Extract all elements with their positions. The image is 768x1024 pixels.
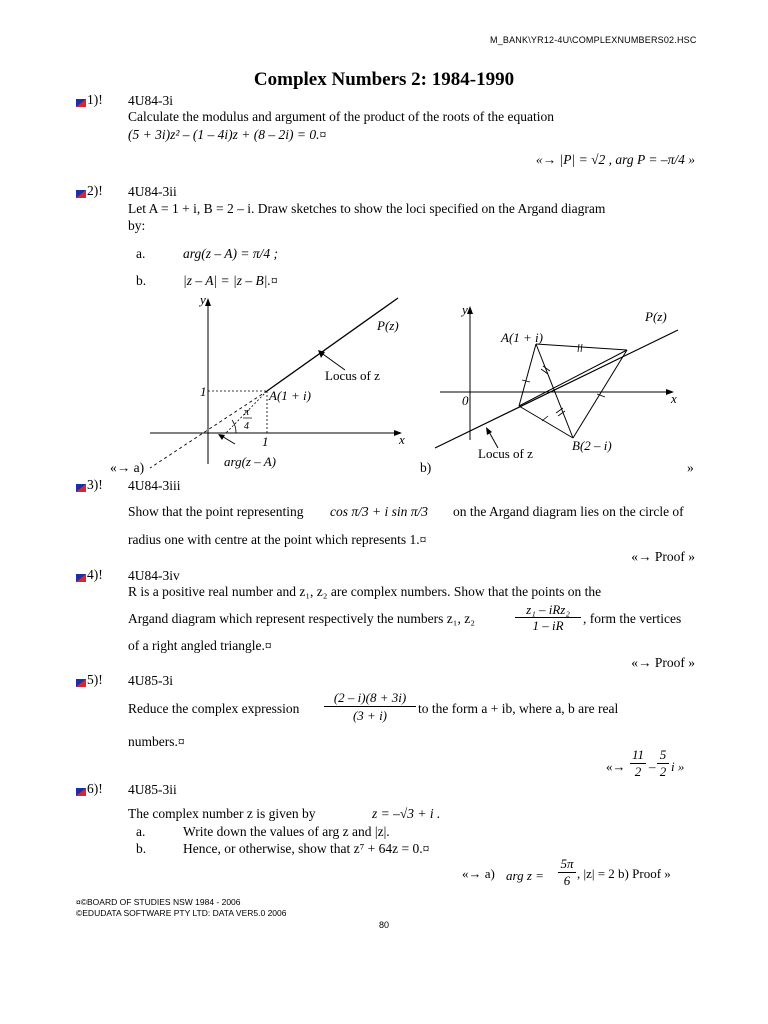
pz-label: P(z): [645, 309, 667, 324]
locus-graph-b: [420, 300, 690, 470]
question-text: Reduce the complex expression: [128, 701, 300, 716]
answer-a: «→ a): [110, 460, 145, 475]
question-number: 5)!: [87, 672, 103, 687]
page-number: 80: [378, 920, 389, 930]
answer: [462, 856, 702, 896]
expression: z = –√3 + i .: [372, 806, 441, 821]
flag-icon: [76, 788, 86, 796]
question-text-line3: of a right angled triangle.¤: [128, 638, 272, 653]
angle-four: 4: [244, 421, 249, 432]
question-text: Show that the point representing: [128, 504, 304, 519]
minus: –: [649, 759, 656, 774]
question-text-line2: radius one with centre at the point which represents 1.¤: [128, 532, 427, 547]
y-tick-one: 1: [200, 384, 207, 399]
page-title: Complex Numbers 2: 1984-1990: [253, 69, 515, 90]
question-code: 4U85-3ii: [128, 782, 177, 797]
question-text: Calculate the modulus and argument of the product of the roots of the equation: [128, 109, 555, 124]
question-number: 4)!: [87, 567, 103, 582]
copyright-line-1: ¤©BOARD OF STUDIES NSW 1984 - 2006: [76, 897, 241, 907]
locus-label: Locus of z: [325, 368, 380, 383]
question-code: 4U85-3i: [128, 673, 173, 688]
locus-graph-a: [140, 292, 410, 477]
question-text-cont: on the Argand diagram lies on the circle of: [453, 504, 684, 519]
denominator: 2: [634, 764, 642, 779]
arg-label: arg(z – A): [224, 454, 276, 469]
numerator: 5π: [558, 856, 576, 873]
x-tick-one: 1: [262, 434, 269, 449]
x-axis-label: x: [399, 432, 405, 447]
question-number: 6)!: [87, 781, 103, 796]
flag-icon: [76, 190, 86, 198]
question-text-line2: numbers.¤: [128, 734, 185, 749]
part-a-text: Write down the values of arg z and |z|.: [183, 824, 390, 839]
numerator: 5: [657, 747, 669, 764]
answer-fraction-1: [630, 747, 646, 780]
question-code: 4U84-3iii: [128, 478, 181, 493]
point-b-label: B(2 – i): [572, 438, 612, 453]
fraction: [324, 689, 416, 724]
fraction-numerator: z₁ – iRz₂: [515, 602, 581, 618]
origin-label: 0: [462, 393, 469, 408]
part-a-label: a.: [136, 246, 146, 261]
copyright-line-2: ©EDUDATA SOFTWARE PTY LTD: DATA VER5.0 2006: [76, 908, 287, 918]
part-b-label: b.: [136, 273, 147, 288]
question-code: 4U84-3i: [128, 93, 173, 108]
question-text-cont: by:: [128, 218, 146, 233]
pz-label: P(z): [377, 318, 399, 333]
question-number: 1)!: [87, 92, 103, 107]
fraction-numerator: (2 – i)(8 + 3i): [324, 689, 416, 707]
flag-icon: [76, 484, 86, 492]
question-text-cont: , form the vertices: [583, 611, 682, 626]
answer-b: b): [420, 460, 432, 475]
numerator: 11: [631, 747, 645, 762]
question-number: 3)!: [87, 477, 103, 492]
fraction-denominator: (3 + i): [352, 708, 388, 723]
document-path: M_BANK\YR12-4U\COMPLEXNUMBERS02.HSC: [490, 35, 697, 45]
equation: (5 + 3i)z² – (1 – 4i)z + (8 – 2i) = 0.¤: [128, 127, 327, 142]
question-text: The complex number z is given by: [128, 806, 316, 821]
expression: cos π/3 + i sin π/3: [330, 504, 429, 519]
answer-open: «→ a): [462, 866, 495, 881]
question-code: 4U84-3ii: [128, 184, 177, 199]
flag-icon: [76, 99, 86, 107]
y-axis-label: y: [462, 302, 468, 317]
answer-close: i »: [671, 759, 685, 774]
answer: [606, 747, 696, 787]
question-text-cont: to the form a + ib, where a, b are real: [418, 701, 619, 716]
denominator: 6: [563, 873, 571, 888]
flag-icon: [76, 679, 86, 687]
angle-pi: π: [244, 407, 250, 418]
y-axis-label: y: [200, 292, 206, 307]
part-a-label: a.: [136, 824, 146, 839]
locus-label: Locus of z: [478, 446, 533, 461]
answer-fraction: [558, 856, 576, 889]
point-a-label: A(1 + i): [269, 388, 311, 403]
question-text: Let A = 1 + i, B = 2 – i. Draw sketches to show the loci specified on the Argand diagram: [128, 201, 606, 216]
flag-icon: [76, 574, 86, 582]
answer: «→ Proof »: [631, 655, 695, 670]
answer-open: «→: [606, 759, 626, 774]
question-text-line2: Argand diagram which represent respectively the numbers z₁, z₂: [128, 611, 475, 626]
answer-end: »: [687, 460, 694, 475]
question-text: R is a positive real number and z₁, z₂ are complex numbers. Show that the points on the: [128, 584, 602, 599]
part-b-text: |z – A| = |z – B|.¤: [183, 273, 278, 288]
denominator: 2: [659, 764, 667, 779]
answer-arg: arg z =: [506, 868, 544, 883]
answer: «→ |P| = √2 , arg P = –π/4 »: [535, 152, 695, 167]
part-b-label: b.: [136, 841, 147, 856]
answer-close: , |z| = 2 b) Proof »: [577, 866, 671, 881]
answer: «→ Proof »: [631, 549, 695, 564]
point-a-label: A(1 + i): [501, 330, 543, 345]
part-a-text: arg(z – A) = π/4 ;: [183, 246, 278, 261]
part-b-text: Hence, or otherwise, show that z⁷ + 64z = 0.¤: [183, 841, 430, 856]
fraction: [515, 602, 581, 633]
fraction-denominator: 1 – iR: [532, 618, 564, 633]
question-number: 2)!: [87, 183, 103, 198]
answer-fraction-2: [657, 747, 669, 780]
question-code: 4U84-3iv: [128, 568, 180, 583]
x-axis-label: x: [671, 391, 677, 406]
